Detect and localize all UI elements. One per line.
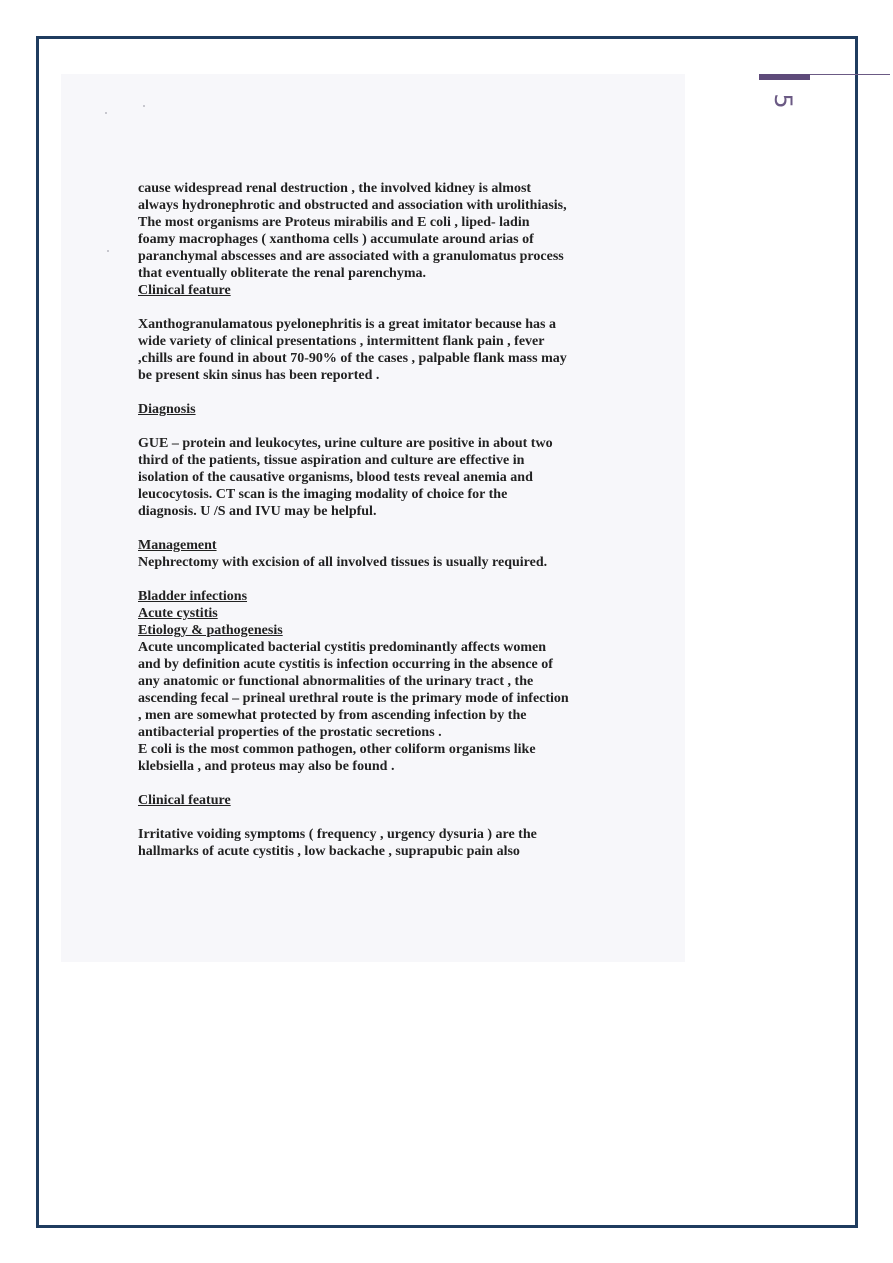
paragraph-diagnosis xyxy=(138,435,608,520)
text-line: foamy macrophages ( xanthoma cells ) accumulate around arias of xyxy=(138,232,534,247)
section-heading-etiology: Etiology & pathogenesis xyxy=(138,623,283,638)
text-line: klebsiella , and proteus may also be found . xyxy=(138,759,395,774)
section-heading-management: Management xyxy=(138,538,217,553)
spacer xyxy=(138,775,608,792)
section-heading-diagnosis: Diagnosis xyxy=(138,402,196,417)
text-line: antibacterial properties of the prostatic secretions . xyxy=(138,725,442,740)
text-line: cause widespread renal destruction , the involved kidney is almost xyxy=(138,181,532,196)
text-line: paranchymal abscesses and are associated with a granulomatus process xyxy=(138,249,564,264)
spacer xyxy=(138,520,608,537)
text-line: , men are somewhat protected by from ascending infection by the xyxy=(138,708,527,723)
text-line: Irritative voiding symptoms ( frequency , urgency dysuria ) are the xyxy=(138,827,537,842)
paragraph-etiology xyxy=(138,639,608,775)
paragraph-renal-destruction xyxy=(138,180,608,282)
spacer xyxy=(138,384,608,401)
scan-speck xyxy=(107,250,109,252)
text-line: always hydronephrotic and obstructed and association with urolithiasis, xyxy=(138,198,567,213)
text-line: isolation of the causative organisms, blood tests reveal anemia and xyxy=(138,470,533,485)
text-line: Acute uncomplicated bacterial cystitis predominantly affects women xyxy=(138,640,547,655)
text-line: Xanthogranulamatous pyelonephritis is a great imitator because has a xyxy=(138,317,556,332)
scan-speck xyxy=(143,105,145,107)
text-line: third of the patients, tissue aspiration and culture are effective in xyxy=(138,453,525,468)
text-line: and by definition acute cystitis is infection occurring in the absence of xyxy=(138,657,553,672)
paragraph-clinical-feature-2 xyxy=(138,826,608,860)
text-line: E coli is the most common pathogen, other coliform organisms like xyxy=(138,742,536,757)
text-line: GUE – protein and leukocytes, urine culture are positive in about two xyxy=(138,436,553,451)
section-heading-clinical-feature: Clinical feature xyxy=(138,283,231,298)
text-line: any anatomic or functional abnormalities of the urinary tract , the xyxy=(138,674,534,689)
section-heading-bladder-infections: Bladder infections xyxy=(138,589,248,604)
text-line: The most organisms are Proteus mirabilis and E coli , liped- ladin xyxy=(138,215,530,230)
page-number: 5 xyxy=(769,93,797,109)
section-heading-clinical-feature-2: Clinical feature xyxy=(138,793,231,808)
paragraph-clinical-feature xyxy=(138,316,608,384)
text-line: ,chills are found in about 70-90% of the cases , palpable flank mass may xyxy=(138,351,567,366)
text-line: that eventually obliterate the renal parenchyma. xyxy=(138,266,427,281)
text-line: diagnosis. U /S and IVU may be helpful. xyxy=(138,504,377,519)
text-line: Nephrectomy with excision of all involved tissues is usually required. xyxy=(138,555,548,570)
spacer xyxy=(138,571,608,588)
spacer xyxy=(138,809,608,826)
text-line: ascending fecal – prineal urethral route is the primary mode of infection xyxy=(138,691,569,706)
text-line: hallmarks of acute cystitis , low backache , suprapubic pain also xyxy=(138,844,520,859)
header-accent-bar xyxy=(759,74,810,80)
section-heading-acute-cystitis: Acute cystitis xyxy=(138,606,218,621)
spacer xyxy=(138,299,608,316)
text-line: leucocytosis. CT scan is the imaging modality of choice for the xyxy=(138,487,508,502)
text-line: be present skin sinus has been reported . xyxy=(138,368,380,383)
text-line: wide variety of clinical presentations , intermittent flank pain , fever xyxy=(138,334,545,349)
paragraph-management xyxy=(138,554,608,571)
spacer xyxy=(138,418,608,435)
document-body xyxy=(138,180,608,860)
scan-speck xyxy=(105,112,107,114)
